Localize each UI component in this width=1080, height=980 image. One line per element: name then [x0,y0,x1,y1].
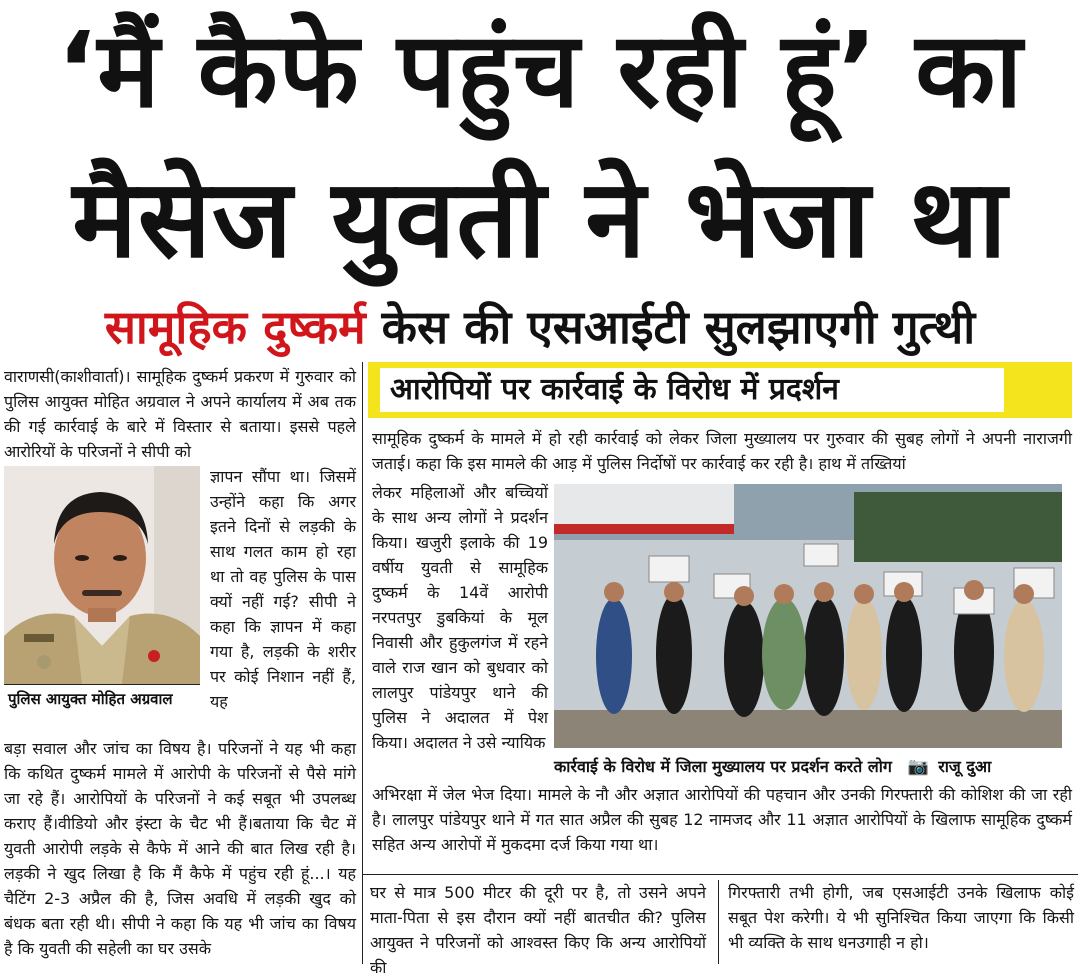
subheadline-highlight: सामूहिक दुष्कर्म [104,300,366,354]
headline-line-1: ‘मैं कैफे पहुंच रही हूं’ का [56,9,1024,131]
column-rule-3 [718,880,719,964]
protest-photo [554,484,1062,748]
column-rule-left [362,362,363,882]
box-bottom-rule [362,874,1078,875]
protest-caption-bar [554,754,1062,782]
left-story-continued: बड़ा सवाल और जांच का विषय है। परिजनों ने यह भी कहा कि कथित दुष्कर्म मामले में आरोपी के परिजनों से पैसे मांगे जा रहे हैं। आरोपियों के परिजनों ने कई सबूत भी उपलब्ध कराए हैं।वीडियो और इंस्टा के चैट भी हैं।बताया कि चैट में युवती आरोपी लड़के से कैफे में आने की बात लिख रही है। लड़की ने खुद लिखा है कि मैं कैफे में पहुंच रही हूं...। यह चैटिंग 2-3 अप्रैल की है, जिस अवधि में लड़की खुद को बंधक बता रही थी। सीपी ने कहा कि यह भी जांच का विषय है कि युवती की सहेली का घर उसके [4,739,356,958]
subheadline-rest: केस की एसआईटी सुलझाएगी गुत्थी [365,300,976,354]
commissioner-illustration [4,466,200,684]
commissioner-photo [4,466,200,684]
boxed-story-continued: अभिरक्षा में जेल भेज दिया। मामले के नौ और अज्ञात आरोपियों की पहचान और उनकी गिरफ्तारी की कोशिश की जा रही है। लालपुर पांडेयपुर थाने में गत सात अप्रैल की सुबह 12 नामजद और 11 अज्ञात आरोपियों के खिलाफ सामूहिक दुष्कर्म सहित अन्य आरोपों में मुकदमा दर्ज किया गया था। [372,785,1072,854]
commissioner-caption-bar [4,684,200,714]
camera-icon: 📷 [907,757,929,777]
bottom-column-3: गिरफ्तारी तभी होगी, जब एसआईटी उनके खिलाफ कोई सबूत पेश करेगी। ये भी सुनिश्चित किया जाएगा कि किसी भी व्यक्ति के साथ धनउगाही न हो। [728,883,1074,952]
left-story-side-text: ज्ञापन सौंपा था। जिसमें उन्होंने कहा कि अगर इतने दिनों से लड़की के साथ गलत काम हो रहा था तो वह पुलिस के पास क्यों नहीं गई? सीपी ने कहा कि ज्ञापन में कहा गया है, लड़की के शरीर पर कोई निशान नहीं हैं, यह [210,467,356,711]
boxed-story-title: आरोपियों पर कार्रवाई के विरोध में प्रदर्शन [380,368,1004,412]
protest-illustration [554,484,1062,748]
photo-credit: राजू दुआ [938,757,992,776]
boxed-story-intro: सामूहिक दुष्कर्म के मामले में हो रही कार्रवाई को लेकर जिला मुख्यालय पर गुरुवार की सुबह लोगों ने अपनी नाराजगी जताई। कहा कि इस मामले की आड़ में पुलिस निर्दोषों पर कार्रवाई कर रही है। हाथ में तख्तियां [372,429,1072,473]
boxed-story-side-text: लेकर महिलाओं और बच्चियों के साथ अन्य लोगों ने प्रदर्शन किया। खजुरी इलाके की 19 वर्षीय युवती से सामूहिक दुष्कर्म के 14वें आरोपी नरपतपुर डुबकियां के मूल निवासी और हुकुलगंज में रहने वाले राज खान को बुधवार को लालपुर पांडेयपुर थाने की पुलिस ने अदालत में पेश किया। अदालत ने उसे न्यायिक [372,483,548,752]
boxed-story-banner [368,362,1072,418]
headline-line-2: मैसेज युवती ने भेजा था [72,157,1008,282]
protest-photo-caption: कार्रवाई के विरोध में जिला मुख्यालय पर प्रदर्शन करते लोग [554,757,892,776]
commissioner-photo-caption: पुलिस आयुक्त मोहित अग्रवाल [8,690,173,708]
bottom-column-2: घर से मात्र 500 मीटर की दूरी पर है, तो उसने अपने माता-पिता से इस दौरान क्यों नहीं बातचीत की? पुलिस आयुक्त ने परिजनों को आश्वस्त किए कि अन्य आरोपियों की [370,883,706,977]
left-story-intro: वाराणसी(काशीवार्ता)। सामूहिक दुष्कर्म प्रकरण में गुरुवार को पुलिस आयुक्त मोहित अग्रवाल ने अपने कार्यालय में अब तक की गई कार्रवाई के बारे में विस्तार से बताया। इससे पहले आरोरियों के परिजनों ने सीपी को [4,367,356,461]
subheadline [8,296,1072,358]
column-rule-2 [362,880,363,964]
